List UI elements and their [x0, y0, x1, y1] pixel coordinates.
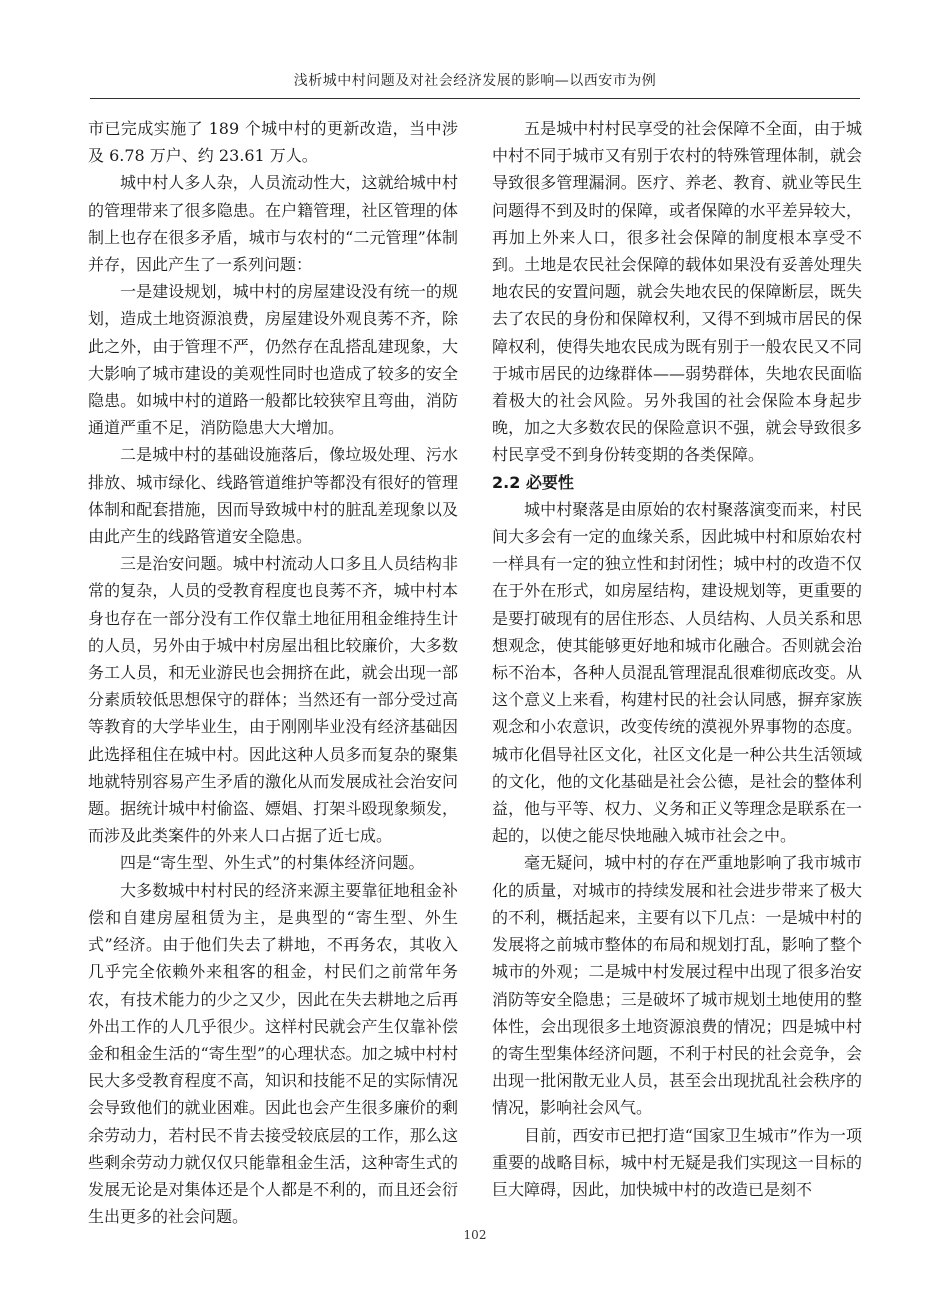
left-column — [88, 115, 458, 1230]
running-title: 浅析城中村问题及对社会经济发展的影响—以西安市为例 — [293, 73, 657, 89]
paragraph: 城中村聚落是由原始的农村聚落演变而来，村民间大多会有一定的血缘关系，因此城中村和原始农村一样具有一定的独立性和封闭性；城中村的改造不仅在于外在形式，如房屋结构，建设规划等，更重要的是要打破现有的居住形态、人员结构、人员关系和思想观念，使其能够更好地和城市化融合。否则就会治标不治本，各种人员混乱管理混乱很难彻底改变。从这个意义上来看，构建村民的社会认同感，摒弃家族观念和小农意识，改变传统的漠视外界事物的态度。城市化倡导社区文化，社区文化是一种公共生活领域的文化，他的文化基础是社会公德，是社会的整体利益，他与平等、权力、义务和正义等理念是联系在一起的，以使之能尽快地融入城市社会之中。 — [492, 499, 862, 846]
paragraph: 目前，西安市已把打造“国家卫生城市”作为一项重要的战略目标，城中村无疑是我们实现这一目标的巨大障碍，因此，加快城中村的改造已是刻不 — [492, 1125, 862, 1199]
paragraph: 市已完成实施了 189 个城中村的更新改造，当中涉及 6.78 万户、约 23.61 万人。 — [88, 119, 458, 166]
paragraph: 五是城中村村民享受的社会保障不全面，由于城中村不同于城市又有别于农村的特殊管理体制，就会导致很多管理漏洞。医疗、养老、教育、就业等民生问题得不到及时的保障，或者保障的水平差异较大，再加上外来人口，很多社会保障的制度根本享受不到。土地是农民社会保障的载体如果没有妥善处理失地农民的安置问题，就会失地农民的保障断层，既失去了农民的身份和保障权利，又得不到城市居民的保障权利，使得失地农民成为既有别于一般农民又不同于城市居民的边缘群体——弱势群体，失地农民面临着极大的社会风险。另外我国的社会保险本身起步晚，加之大多数农民的保险意识不强，就会导致很多村民享受不到身份转变期的各类保障。 — [492, 119, 862, 465]
page-number: 102 — [463, 1228, 487, 1242]
section-heading: 2.2 必要性 — [492, 472, 574, 492]
header-rule — [90, 98, 860, 99]
paragraph: 一是建设规划，城中村的房屋建设没有统一的规划，造成土地资源浪费，房屋建设外观良莠不齐，除此之外，由于管理不严，仍然存在乱搭乱建现象，大大影响了城市建设的美观性同时也造成了较多的安全隐患。如城中村的道路一般都比较狭窄且弯曲，消防通道严重不足，消防隐患大大增加。 — [88, 282, 458, 438]
paragraph: 毫无疑问，城中村的存在严重地影响了我市城市化的质量，对城市的持续发展和社会进步带来了极大的不利，概括起来，主要有以下几点：一是城中村的发展将之前城市整体的布局和规划打乱，影响了整个城市的外观；二是城中村发展过程中出现了很多治安消防等安全隐患；三是破坏了城市规划土地使用的整体性，会出现很多土地资源浪费的情况；四是城中村的寄生型集体经济问题，不利于村民的社会竞争，会出现一批闲散无业人员，甚至会出现扰乱社会秩序的情况，影响社会风气。 — [492, 853, 862, 1118]
paragraph: 三是治安问题。城中村流动人口多且人员结构非常的复杂，人员的受教育程度也良莠不齐，城中村本身也存在一部分没有工作仅靠土地征用租金维持生计的人员，另外由于城中村房屋出租比较廉价，大多数务工人员，和无业游民也会拥挤在此，就会出现一部分素质较低思想保守的群体；当然还有一部分受过高等教育的大学毕业生，由于刚刚毕业没有经济基础因此选择租住在城中村。因此这种人员多而复杂的聚集地就特别容易产生矛盾的激化从而发展成社会治安问题。据统计城中村偷盗、嫖娼、打架斗殴现象频发，而涉及此类案件的外来人口占据了近七成。 — [88, 554, 458, 846]
paragraph: 城中村人多人杂，人员流动性大，这就给城中村的管理带来了很多隐患。在户籍管理，社区管理的体制上也存在很多矛盾，城市与农村的“二元管理”体制并存，因此产生了一系列问题： — [88, 173, 458, 275]
paragraph: 大多数城中村村民的经济来源主要靠征地租金补偿和自建房屋租赁为主，是典型的“寄生型、外生式”经济。由于他们失去了耕地，不再务农，其收入几乎完全依赖外来租客的租金，村民们之前常年务农，有技术能力的少之又少，因此在失去耕地之后再外出工作的人几乎很少。这样村民就会产生仅靠补偿金和租金生活的“寄生型”的心理状态。加之城中村村民大多受教育程度不高，知识和技能不足的实际情况会导致他们的就业困难。因此也会产生很多廉价的剩余劳动力，若村民不肯去接受较底层的工作，那么这些剩余劳动力就仅仅只能靠租金生活，这种寄生式的发展无论是对集体还是个人都是不利的，而且还会衍生出更多的社会问题。 — [88, 880, 458, 1227]
paragraph: 四是“寄生型、外生式”的村集体经济问题。 — [120, 853, 425, 873]
paragraph: 二是城中村的基础设施落后，像垃圾处理、污水排放、城市绿化、线路管道维护等都没有很好的管理体制和配套措施，因而导致城中村的脏乱差现象以及由此产生的线路管道安全隐患。 — [88, 445, 458, 547]
right-column — [492, 115, 862, 1203]
